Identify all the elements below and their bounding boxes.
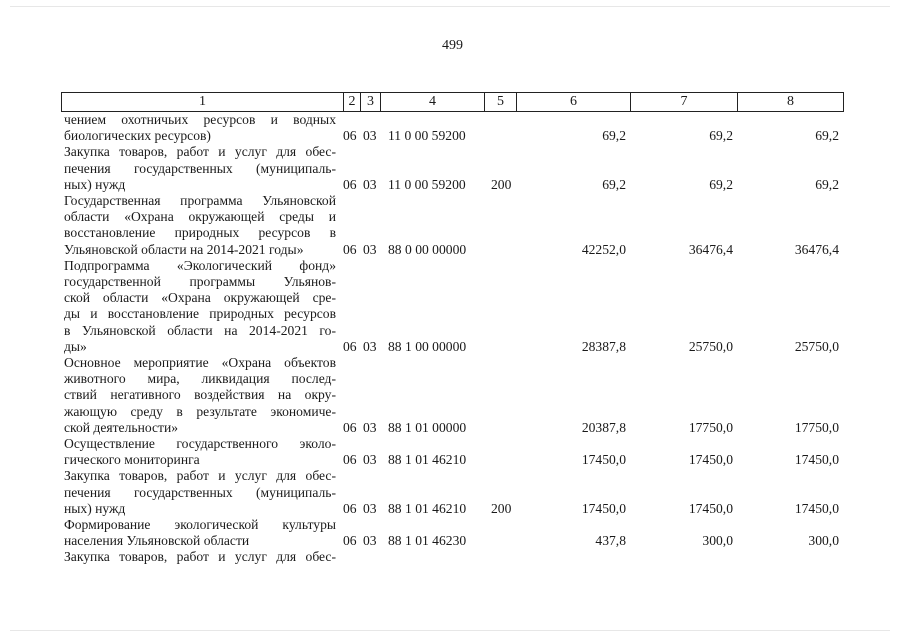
amount-col-8: 17450,0 [794,452,839,468]
header-col-7: 7 [631,93,738,111]
target-article-code: 88 1 00 00000 [388,338,467,354]
section-code: 06 [343,533,357,549]
header-col-6: 6 [517,93,631,111]
description-line: области «Охрана окружающей среды и [64,209,336,225]
description-line: жающую среду в результате экономиче- [64,403,336,419]
amount-col-7: 36476,4 [688,241,733,257]
section-code: 06 [343,419,357,435]
row-values [0,549,905,565]
description-line: ных) нужд [64,176,126,192]
description-line: животного мира, ликвидация послед- [64,371,336,387]
subsection-code: 03 [363,500,377,516]
expense-type-code: 200 [491,176,512,192]
description-line: Закупка товаров, работ и услуг для обес- [64,549,336,565]
subsection-code: 03 [363,176,377,192]
target-article-code: 11 0 00 59200 [388,176,466,192]
section-code: 06 [343,176,357,192]
subsection-code: 03 [363,128,377,144]
header-col-8: 8 [787,94,794,109]
description-line: биологических ресурсов) [64,128,211,144]
amount-col-7: 17450,0 [688,452,733,468]
amount-col-6: 69,2 [602,176,626,192]
description-line: Закупка товаров, работ и услуг для обес- [64,144,336,160]
row-values [0,533,905,549]
subsection-code: 03 [363,533,377,549]
description-line: ных) нужд [64,500,126,516]
amount-col-7: 69,2 [709,176,733,192]
amount-col-7: 17750,0 [688,419,733,435]
description-line: гического мониторинга [64,452,200,468]
amount-col-6: 437,8 [595,533,626,549]
target-article-code: 11 0 00 59200 [388,128,466,144]
description-line: Осуществление государственного эколо- [64,436,336,451]
description-line: чением охотничьих ресурсов и водных [64,112,336,127]
header-col-3: 3 [361,93,381,111]
header-col-1: 1 [62,93,344,111]
amount-col-7: 25750,0 [688,338,733,354]
row-values [0,452,905,468]
amount-col-8: 300,0 [808,533,839,549]
description-line: Закупка товаров, работ и услуг для обес- [64,468,336,484]
amount-col-6: 28387,8 [581,338,626,354]
row-values [0,128,905,144]
description-line: ствий негативного воздействия на окру- [64,387,336,403]
description-line: печения государственных (муниципаль- [64,484,336,500]
amount-col-6: 42252,0 [581,241,626,257]
description-line: ды и восстановление природных ресурсов [64,306,336,322]
amount-col-6: 17450,0 [581,500,626,516]
description-line: Основное мероприятие «Охрана объектов [64,355,336,370]
amount-col-6: 17450,0 [581,452,626,468]
amount-col-7: 69,2 [709,128,733,144]
table-header-row [61,92,844,112]
amount-col-8: 69,2 [815,128,839,144]
description-line: населения Ульяновской области [64,533,250,549]
amount-col-8: 69,2 [815,176,839,192]
amount-col-7: 300,0 [702,533,733,549]
scan-border-bottom [10,630,890,631]
section-code: 06 [343,452,357,468]
row-values [0,501,905,517]
amount-col-8: 17750,0 [794,419,839,435]
description-line: государственной программы Ульянов- [64,273,336,289]
subsection-code: 03 [363,452,377,468]
target-article-code: 88 1 01 46210 [388,452,467,468]
description-line: печения государственных (муниципаль- [64,160,336,176]
row-values [0,242,905,258]
amount-col-6: 69,2 [602,128,626,144]
page-number: 499 [442,38,463,53]
target-article-code: 88 1 01 46210 [388,500,467,516]
row-values [0,177,905,193]
header-col-4: 4 [381,93,485,111]
description-line: Подпрограмма «Экологический фонд» [64,257,336,273]
description-line: Государственная программа Ульяновской [64,193,336,208]
subsection-code: 03 [363,419,377,435]
target-article-code: 88 0 00 00000 [388,241,467,257]
subsection-code: 03 [363,241,377,257]
scan-border-top [10,6,890,7]
description-line: ды» [64,338,87,354]
amount-col-6: 20387,8 [581,419,626,435]
target-article-code: 88 1 01 00000 [388,419,467,435]
description-line: Формирование экологической культуры [64,517,336,532]
expense-type-code: 200 [491,500,512,516]
header-col-2: 2 [344,93,361,111]
description-line: в Ульяновской области на 2014-2021 го- [64,322,336,338]
row-values [0,339,905,355]
description-line: ской деятельности» [64,419,179,435]
section-code: 06 [343,241,357,257]
description-line: Ульяновской области на 2014-2021 годы» [64,241,304,257]
amount-col-8: 25750,0 [794,338,839,354]
amount-col-8: 36476,4 [794,241,839,257]
section-code: 06 [343,128,357,144]
description-line: восстановление природных ресурсов в [64,225,336,241]
subsection-code: 03 [363,338,377,354]
target-article-code: 88 1 01 46230 [388,533,467,549]
header-col-5: 5 [485,93,517,111]
row-values [0,420,905,436]
section-code: 06 [343,338,357,354]
amount-col-7: 17450,0 [688,500,733,516]
section-code: 06 [343,500,357,516]
description-line: ской области «Охрана окружающей сре- [64,290,336,306]
amount-col-8: 17450,0 [794,500,839,516]
